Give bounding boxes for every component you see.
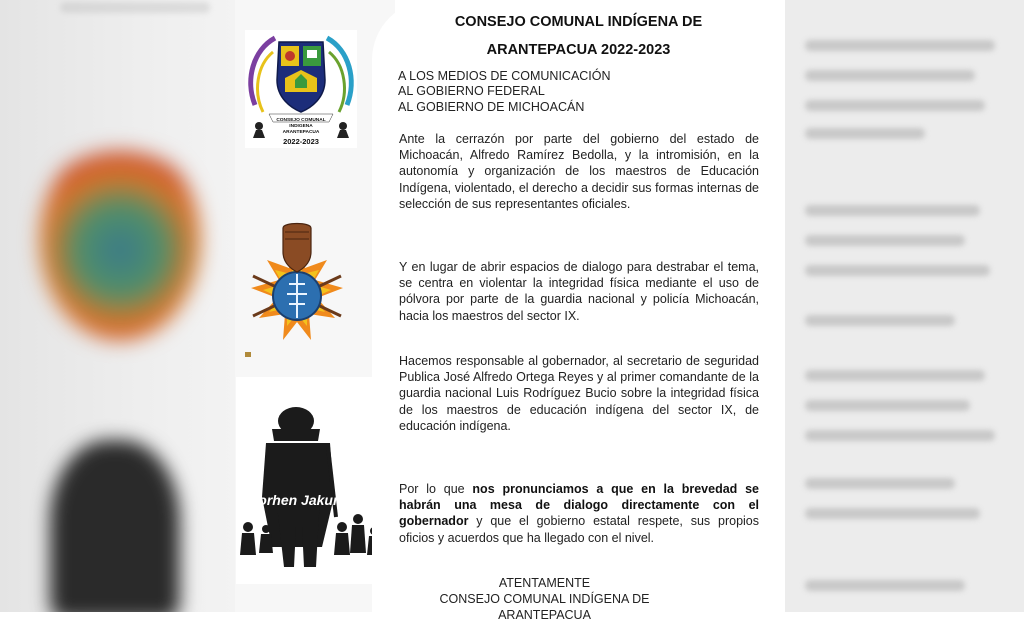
blurred-text-line [805, 478, 955, 489]
blurred-text-line [805, 400, 970, 411]
blurred-emblem-left [40, 140, 200, 340]
blurred-text-line [805, 315, 955, 326]
emblem-text-line1: CONSEJO COMUNAL [276, 118, 326, 123]
blurred-background-left [0, 0, 235, 612]
paragraph-3: Hacemos responsable al gobernador, al secretario de seguridad Publica José Alfredo Ortega Reyes y al primer comandante de la guardia nacional Luis Rodríguez Bucio sobre la integridad física de los maestros de educación indígena del sector IX, de educación indígena. [399, 354, 759, 433]
paragraph-4-post: y que el gobierno estatal respete, sus propios oficios y acuerdos que ha llegado con el nivel. [399, 514, 759, 545]
fist-fire-emblem [243, 218, 351, 360]
blurred-text-line [805, 205, 980, 216]
tiny-mark-icon [245, 352, 251, 357]
silhouette-figure-icon [236, 377, 390, 584]
signature-line1: CONSEJO COMUNAL INDÍGENA DE [439, 592, 650, 606]
document-page [372, 0, 785, 622]
closing: ATENTAMENTE [498, 576, 591, 590]
consejo-comunal-emblem [245, 30, 357, 148]
emblem-text-line2: INDIGENA [289, 124, 313, 129]
blurred-text-line [60, 2, 210, 13]
shield-wreath-icon [245, 30, 357, 148]
document-title-line1: CONSEJO COMUNAL INDÍGENA DE [454, 14, 703, 30]
paragraph-4-pre: Por lo que [399, 482, 473, 496]
addressee-federal: AL GOBIERNO FEDERAL [398, 84, 545, 98]
blurred-text-line [805, 580, 965, 591]
jorhen-jakun-logo [236, 377, 390, 584]
blurred-text-line [805, 235, 965, 246]
paragraph-1: Ante la cerrazón por parte del gobierno del estado de Michoacán, Alfredo Ramírez Bedolla, y la intromisión, en la autonomía y organización de los maestros de Educación Indígena, violentado, el derecho a decidir sus formas internas de selección de sus representantes oficiales. [399, 132, 759, 211]
blurred-text-line [805, 265, 990, 276]
blurred-text-line [805, 430, 995, 441]
raised-fist-icon [243, 218, 351, 360]
logo-text: Jorhen Jakun [250, 492, 342, 508]
signature-line2: ARANTEPACUA [498, 608, 591, 622]
emblem-years: 2022-2023 [283, 137, 319, 146]
blurred-text-line [805, 370, 985, 381]
blurred-text-line [805, 508, 980, 519]
document-title-line2: ARANTEPACUA 2022-2023 [486, 42, 671, 58]
addressee-michoacan: AL GOBIERNO DE MICHOACÁN [398, 100, 585, 114]
paragraph-4-bold: nos pronunciamos a que en la brevedad se habrán una mesa de dialogo directamente con el gobernador [399, 482, 759, 529]
paragraph-4 [399, 481, 759, 546]
blurred-text-line [805, 70, 975, 81]
blurred-text-line [805, 100, 985, 111]
paragraph-2: Y en lugar de abrir espacios de dialogo para destrabar el tema, se centra en violentar la integridad física mediante el uso de pólvora por parte de la guardia nacional y policía Michoacán, hacia los maestros del sector IX. [399, 260, 759, 323]
emblem-text-line3: ARANTEPACUA [282, 130, 320, 135]
addressee-media: A LOS MEDIOS DE COMUNICACIÓN [398, 69, 611, 83]
blurred-text-line [805, 128, 925, 139]
blurred-background-right [785, 0, 1024, 612]
blurred-text-line [805, 40, 995, 51]
blurred-silhouette-left [50, 440, 180, 612]
